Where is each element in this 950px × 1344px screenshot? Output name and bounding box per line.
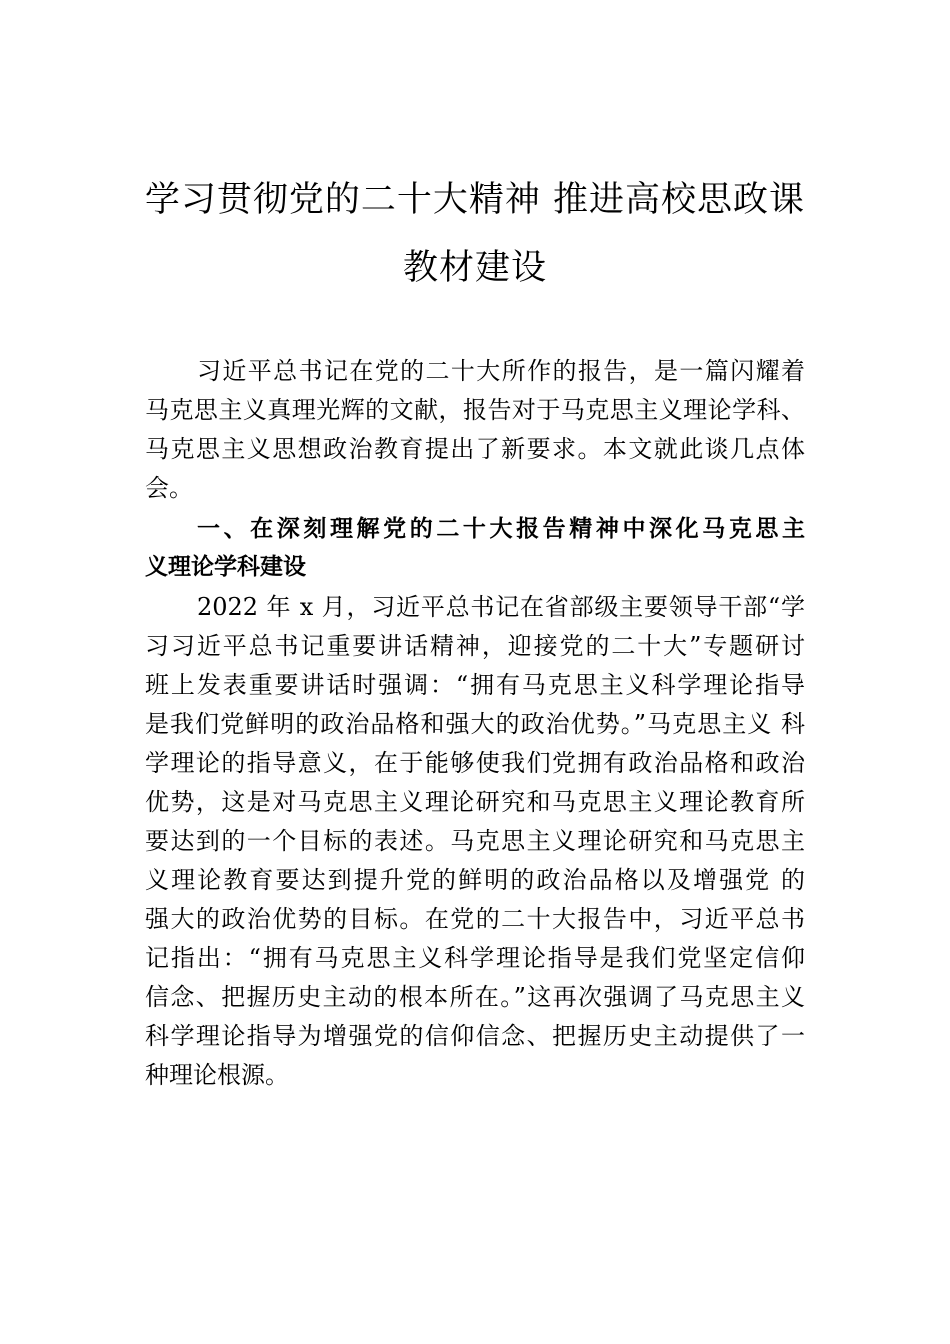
body-line: 义理论教育要达到提升党的鲜明的政治品格以及增强党 的 — [145, 866, 805, 894]
section-heading-line: 义理论学科建设 — [145, 554, 306, 580]
intro-line: 马克思主义真理光辉的文献，报告对于马克思主义理论学科、 — [145, 396, 805, 424]
intro-line: 会。 — [145, 474, 193, 502]
section-heading-line: 一、在深刻理解党的二十大报告精神中深化马克思主 — [197, 516, 805, 542]
body-line: 种理论根源。 — [145, 1061, 289, 1089]
document-title-line-1: 学习贯彻党的二十大精神 推进高校思政课 — [144, 180, 806, 220]
body-line: 科学理论指导为增强党的信仰信念、把握历史主动提供了一 — [145, 1022, 805, 1050]
body-line: 班上发表重要讲话时强调：“拥有马克思主义科学理论指导 — [145, 671, 805, 699]
body-line: 2022 年 x 月，习近平总书记在省部级主要领导干部“学 — [197, 593, 805, 621]
body-line: 信念、把握历史主动的根本所在。”这再次强调了马克思主义 — [145, 983, 805, 1011]
body-line: 强大的政治优势的目标。在党的二十大报告中，习近平总书 — [145, 905, 805, 933]
document-title-line-2: 教材建设 — [402, 248, 547, 288]
intro-line: 马克思主义思想政治教育提出了新要求。本文就此谈几点体 — [145, 435, 805, 463]
body-line: 是我们党鲜明的政治品格和强大的政治优势。”马克思主义 科 — [145, 710, 805, 738]
body-line: 记指出：“拥有马克思主义科学理论指导是我们党坚定信仰 — [145, 944, 805, 972]
body-line: 学理论的指导意义，在于能够使我们党拥有政治品格和政治 — [145, 749, 805, 777]
body-line: 优势，这是对马克思主义理论研究和马克思主义理论教育所 — [145, 788, 805, 816]
body-line: 要达到的一个目标的表述。马克思主义理论研究和马克思主 — [145, 827, 805, 855]
intro-line: 习近平总书记在党的二十大所作的报告，是一篇闪耀着 — [197, 357, 805, 385]
body-line: 习习近平总书记重要讲话精神，迎接党的二十大”专题研讨 — [145, 632, 805, 660]
